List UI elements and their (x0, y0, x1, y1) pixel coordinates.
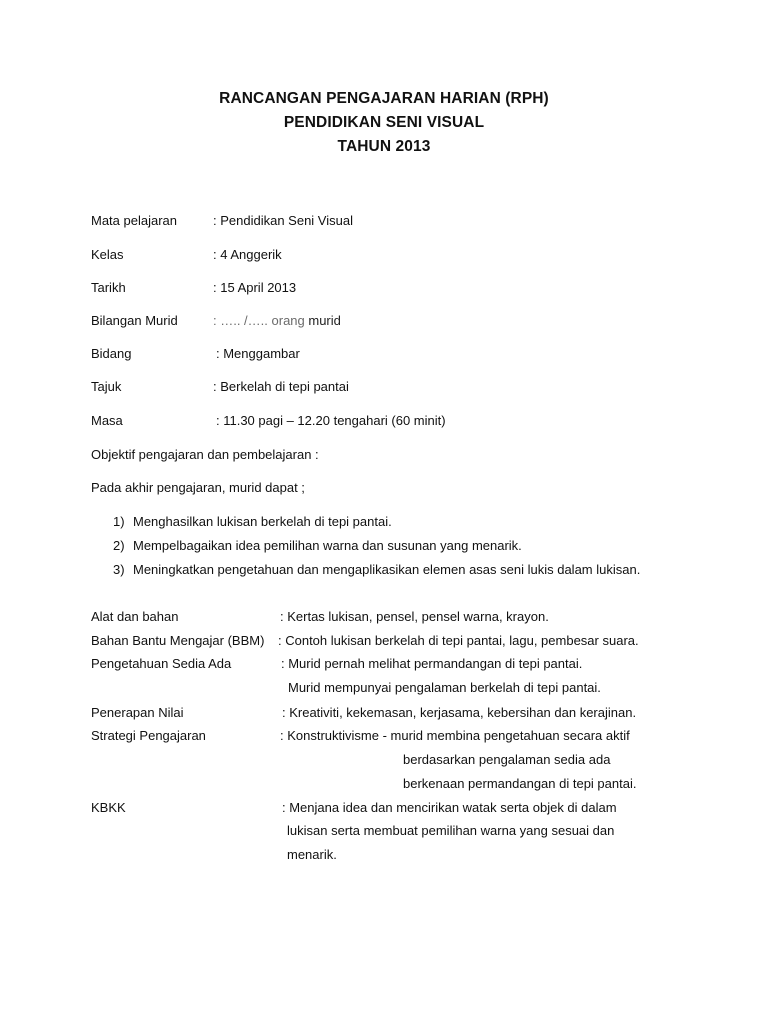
detail-value-kbkk-cont: menarik. (287, 847, 337, 862)
info-value-time: : 11.30 pagi – 12.20 tengahari (60 minit) (216, 413, 446, 428)
student-count-blank: : ….. /….. orang (213, 313, 305, 328)
detail-value-teaching-aids: : Contoh lukisan berkelah di tepi pantai, lagu, pembesar suara. (278, 633, 639, 648)
objective-number: 1) (113, 514, 125, 529)
detail-value-materials: : Kertas lukisan, pensel, pensel warna, krayon. (280, 609, 549, 624)
detail-value-prior-knowledge-cont: Murid mempunyai pengalaman berkelah di tepi pantai. (288, 680, 601, 695)
student-count-unit: murid (304, 313, 341, 328)
objective-text: Menghasilkan lukisan berkelah di tepi pantai. (133, 514, 392, 529)
document-title: RANCANGAN PENGAJARAN HARIAN (RPH) (219, 90, 549, 107)
detail-label-strategy: Strategi Pengajaran (91, 728, 206, 743)
detail-value-strategy: : Konstruktivisme - murid membina pengetahuan secara aktif (280, 728, 630, 743)
info-value-field: : Menggambar (216, 346, 300, 361)
detail-value-kbkk-cont: lukisan serta membuat pemilihan warna yang sesuai dan (287, 823, 615, 838)
detail-value-strategy-cont: berdasarkan pengalaman sedia ada (403, 752, 611, 767)
info-value-date: : 15 April 2013 (213, 280, 297, 295)
detail-label-values: Penerapan Nilai (91, 705, 184, 720)
document-subject: PENDIDIKAN SENI VISUAL (283, 114, 485, 131)
detail-label-prior-knowledge: Pengetahuan Sedia Ada (91, 656, 232, 671)
objective-text: Meningkatkan pengetahuan dan mengaplikasikan elemen asas seni lukis dalam lukisan. (133, 562, 641, 577)
detail-label-kbkk: KBKK (91, 800, 126, 815)
info-label-topic: Tajuk (91, 379, 122, 394)
info-label-date: Tarikh (91, 280, 126, 295)
objective-number: 2) (113, 538, 125, 553)
detail-value-prior-knowledge: : Murid pernah melihat permandangan di tepi pantai. (281, 656, 583, 671)
detail-value-kbkk: : Menjana idea dan mencirikan watak serta objek di dalam (282, 800, 617, 815)
info-label-class: Kelas (91, 247, 124, 262)
detail-label-teaching-aids: Bahan Bantu Mengajar (BBM) (91, 633, 265, 648)
info-label-student-count: Bilangan Murid (91, 313, 178, 328)
objectives-intro: Pada akhir pengajaran, murid dapat ; (91, 480, 305, 495)
document-year: TAHUN 2013 (337, 138, 431, 155)
detail-label-materials: Alat dan bahan (91, 609, 179, 624)
objectives-heading: Objektif pengajaran dan pembelajaran : (91, 447, 319, 462)
info-value-student-count (213, 313, 341, 328)
objective-number: 3) (113, 562, 125, 577)
objective-text: Mempelbagaikan idea pemilihan warna dan susunan yang menarik. (133, 538, 522, 553)
info-label-field: Bidang (91, 346, 132, 361)
info-value-topic: : Berkelah di tepi pantai (213, 379, 349, 394)
detail-value-strategy-cont: berkenaan permandangan di tepi pantai. (403, 776, 637, 791)
info-value-class: : 4 Anggerik (213, 247, 282, 262)
info-label-subject: Mata pelajaran (91, 213, 177, 228)
info-label-time: Masa (91, 413, 123, 428)
detail-value-values: : Kreativiti, kekemasan, kerjasama, kebersihan dan kerajinan. (282, 705, 637, 720)
info-value-subject: : Pendidikan Seni Visual (213, 213, 353, 228)
